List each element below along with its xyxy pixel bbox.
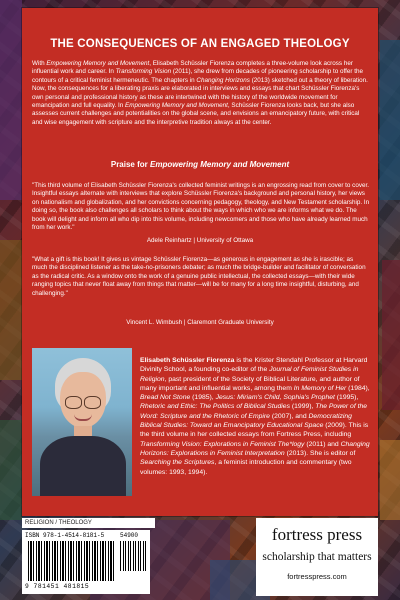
praise-heading xyxy=(22,160,378,169)
text-run: (1995), xyxy=(334,394,359,402)
text-run: (2009). This is the third volume in her collected essays from Fortress Press, including xyxy=(140,422,369,439)
praise-heading-prefix: Praise for xyxy=(110,160,150,169)
text-run: (1985), xyxy=(190,394,216,402)
text-run: (2007), and xyxy=(269,412,309,420)
italic-text-run: Changing Horizons xyxy=(196,76,250,84)
publisher-name: fortress press xyxy=(271,525,363,544)
glasses-icon xyxy=(84,396,101,409)
text-run: is the Krister Stendahl Professor at Harvard Divinity School, a founding co-editor of the xyxy=(140,357,368,374)
intro-paragraph xyxy=(32,60,370,127)
quilt-patch xyxy=(0,420,22,520)
quilt-patch xyxy=(382,260,400,410)
review-quote-2: "What a gift is this book! It gives us vintage Schüssler Fiorenza—as generous in engagement as she is irascible; as much the disciplined listener as the take-no-prisoners debater; as much the bridge-builder and facilitator of conversation as the radical critic. As a window onto the work of a genuine public intellectual, the collected essays—with their wide ranging topics that never float away from things that matter—will be for many for a long time insightful, disturbing, and challenging." xyxy=(32,256,366,297)
text-run: With xyxy=(32,60,47,67)
text-run: , Elisabeth Schüssler Fiorenza completes a three-volume look across her influential work and career. In xyxy=(32,60,353,76)
text-run: (1999), xyxy=(289,403,316,411)
italic-text-run: Changing Horizons: Explorations in Feminist Interpretation xyxy=(140,440,370,457)
text-run: (2011) and xyxy=(304,440,341,448)
italic-text-run: The Power of the Word: Scripture and the Rhetoric of Empire xyxy=(140,403,368,420)
italic-text-run: Transforming Vision xyxy=(115,68,172,76)
glasses-icon xyxy=(65,396,82,409)
italic-text-run: Jesus: Miriam's Child, Sophia's Prophet xyxy=(215,394,335,402)
text-run: , a feminist introduction and commentary (two volumes: 1993, 1994). xyxy=(140,459,352,476)
text-run: (1984), xyxy=(346,384,370,392)
author-bio xyxy=(140,356,370,477)
author-shoulders xyxy=(40,436,126,496)
publisher-logo-box xyxy=(256,518,378,596)
back-cover-panel xyxy=(22,8,378,516)
italic-text-run: In Memory of Her xyxy=(293,384,347,392)
italic-text-run: Journal of Feminist Studies in Religion xyxy=(140,366,359,383)
price-barcode-icon xyxy=(120,541,146,571)
text-run: , Schüssler Fiorenza looks back, but she also assesses current challenges and potentialities on the global scene, and envisions an emancipatory future, with critical and wise engagement with scripture and the interpretive tradition always at the center. xyxy=(32,102,360,126)
text-run: (2013) sketched out a theory of liberation. Now, the consequences for a liberating praxis are elaborated in interviews and essays that chart Schüssler Fiorenza's own personal and professional history as these are intertwined with the history of the worldwide movement for emancipation and full equality. In xyxy=(32,76,368,110)
barcode-icon xyxy=(28,541,116,581)
text-run: (2011), she drew from decades of pioneering scholarship to offer the contours of a critical feminist hermeneutic. The chapters in xyxy=(32,68,364,84)
quilt-patch xyxy=(0,0,22,200)
review-attribution-2: Vincent L. Wimbush | Claremont Graduate University xyxy=(126,319,274,326)
italic-text-run: Empowering Memory and Movement xyxy=(125,102,228,110)
italic-text-run: Bread Not Stone xyxy=(140,394,191,402)
italic-text-run: Transforming Vision: Explorations in Feminist The*logy xyxy=(140,440,305,448)
italic-text-run: Rhetoric and Ethic: The Politics of Biblical Studies xyxy=(140,403,290,411)
quilt-patch xyxy=(0,240,22,380)
bold-text-run: Elisabeth Schüssler Fiorenza xyxy=(140,357,235,364)
author-photo xyxy=(32,348,132,496)
italic-text-run: Democratizing Biblical Studies: Toward an Emancipatory Educational Space xyxy=(140,412,352,430)
review-quote-1: "This third volume of Elisabeth Schüssler Fiorenza's collected feminist writings is an engrossing read from cover to cover. Insightful essays alternate with interviews that explore Schüssler Fiorenza's background and personal history, her views on nationalism and globalization, and her convictions concerning pedagogy, theology, and New Testament scholarship. In doing so, the book also challenges all scholars to think about the ways in which who we are informs what we do. The book will delight and inform all who dip into this volume, including newcomers and those who have already learned much from her work." xyxy=(32,182,370,232)
review-attribution-1: Adele Reinhartz | University of Ottawa xyxy=(146,237,254,244)
publisher-tagline: scholarship that matters xyxy=(262,551,372,563)
text-run: , past president of the Society of Biblical Literature, and author of many important and influential works, among them xyxy=(140,375,360,392)
italic-text-run: Searching the Scriptures xyxy=(140,459,215,467)
italic-text-run: Empowering Memory and Movement xyxy=(46,60,150,67)
publisher-url: fortresspress.com xyxy=(287,572,347,581)
cover-headline: THE CONSEQUENCES OF AN ENGAGED THEOLOGY xyxy=(50,38,350,50)
isbn-text: ISBN 978-1-4514-8181-5 xyxy=(25,532,105,539)
category-label: RELIGION / THEOLOGY xyxy=(22,518,155,528)
quilt-patch xyxy=(380,440,400,520)
quilt-patch xyxy=(380,40,400,200)
barcode-area xyxy=(22,530,150,594)
text-run: (2013). She is editor of xyxy=(284,449,356,457)
ean-number: 9 781451 481815 xyxy=(25,583,90,590)
price-code: 54900 xyxy=(120,532,139,539)
praise-heading-title: Empowering Memory and Movement xyxy=(150,160,290,169)
